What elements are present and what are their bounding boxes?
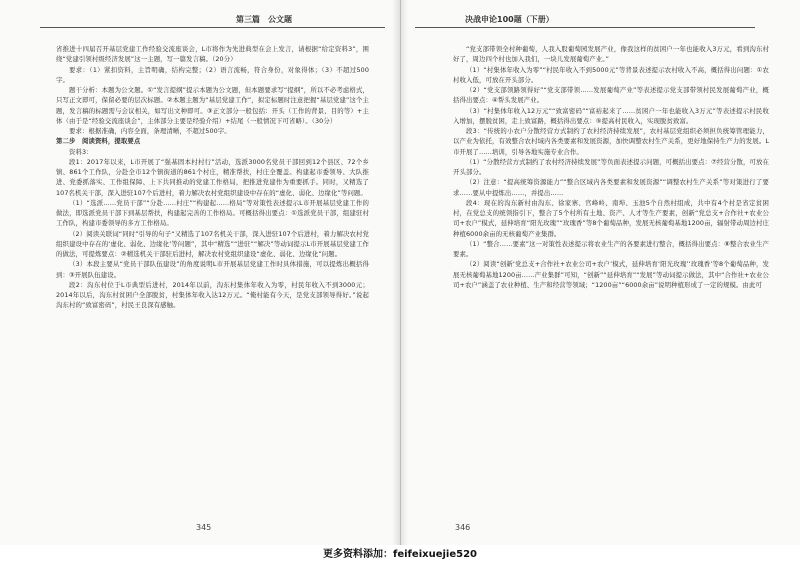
right-header — [465, 14, 665, 28]
left-para: 段2：沟东村位于L市典型后进村，2014年以前，沟东村集体年收入为零，村民年收入不到3000元；2014年以后，沟东村贫困户全部脱贫，村集体年收入达12万元。“俺村能有今天，是党支部领导得好。”说起沟东村的“致富密码”，村民王良深有感触。 — [56, 280, 369, 310]
right-para: 段3：“传统的小农户分散经营方式制约了农村经济持续发展”，农村基层党组织必须担负统筹管理能力，以产业为依托，有效整合农村域内各类要素和发展资源，加快调整农村生产关系，更好地保持生产力的发展。L市开展了……培训，引导各地实施专业合作。 — [453, 127, 769, 156]
right-page-number: 346 — [455, 523, 471, 532]
right-para: （2）“党支部领路领得好”“党支部带领……发展葡萄产业”等表述提示党支部带领村民发展葡萄产业，概括得出要点：④帮头发展产业。 — [453, 86, 769, 105]
left-para: （1）“选派……党员干部”“分赴……村庄”“构建起……格局”等对策性表述提示L市开展基层党建工作的做法，即选派党员干部下到基层帮扶，构建起完善的工作格局。可概括得出要点：①选派党员干部，组建驻村工作队，构建市委领导的多方工作格局。 — [56, 198, 369, 228]
book-gutter — [392, 0, 408, 545]
footer-caption: 更多资料添加：feifeixuejie520 — [323, 549, 477, 560]
left-para: 省推进十四届召开基层党建工作经验交流座谈会，L市将作为先进典型在会上发言，请根据“给定资料3”，围绕“党建引领村级经济发展”这一主题，写一篇发言稿。（20分） — [56, 45, 369, 64]
right-para: （2）阅读“创新‘党总支+合作社+农业公司+农户’模式，延伸培育‘阳光玫瑰’‘玫瑰香’等8个葡萄品种，发展无核葡萄基地1200亩……产业集群”可知，“创新”“延伸培育”“发展”等动词提示做法，其中“合作社+农业公司+农户”涵盖了农业种植、生产和经营等领域；“1200亩”“6000余亩”说明种植形成了一定的规模。由此可 — [453, 260, 769, 289]
right-para: “党支部带领全村种葡萄，人我入股葡萄园发展产业，像我这样的贫困户一年也能收入3万元，看到沟东村好了，周边四个村也加入我们，一块儿发展葡萄产业。” — [453, 45, 769, 64]
right-header-rule — [415, 27, 755, 28]
left-header-rule — [40, 27, 385, 28]
left-page-number: 345 — [196, 523, 212, 532]
right-para: （1）“整合……要素”这一对策性表述提示将农业生产的各要素进行整合，概括得出要点：⑧整合农业生产要素。 — [453, 239, 769, 258]
left-page — [0, 0, 400, 545]
right-header-text: 决战申论100题（下册） — [465, 15, 554, 24]
left-header — [236, 14, 386, 28]
left-header-text: 第三篇 公文题 — [236, 15, 292, 24]
right-para: 段4：现在的沟东新村由沟东、徐家寨、官峰岭、南埠、玉池5个自然村组成，共中有4个村是省定贫困村，在党总支的统领指引下，整合了5个村所有土地、资产、人才等生产要素，创新“党总支+合作社+农业公司+农户”模式，延伸培育“阳光玫瑰”“玫瑰香”等8个葡萄品种，发展无核葡萄基地1200亩，辐射带动周边村庄种植6000余亩的无核葡萄产业集群。 — [453, 198, 769, 238]
right-para: （1）“村集体年收入为零”“村民年收入不到5000元”等背景表述提示农村收入不高，概括得出问题：①农村收入低，可放在开头部分。 — [453, 65, 769, 84]
material-label: 资料3： — [69, 147, 93, 156]
left-para: （2）阅读关联词“同时”引导的句子“又精选了107名机关干部，深入进驻107个后进村，着力解决农村党组织建设中存在的‘虚化、弱化、边缘化’等问题”，其中“精选”“进驻”“解决”等动词提示L市开展基层党建工作的做法，可提炼要点：②精选机关干部驻后进村，解决农村党组织建设“虚化、弱化、边缘化”问题。 — [56, 229, 369, 258]
step-heading: 第二步 阅读资料，提取要点 — [56, 137, 141, 146]
left-para: 要求：根据准确，内容全面，条理清晰，不超过500字。 — [69, 127, 231, 135]
left-para: 题干分析：本题为公文题。①“发言提纲”提示本题为公文题，但本题要求写“提纲”，所以不必考虑格式，只写正文即可，保留必要的层次标题。②本题主题为“基层党建工作”，拟定标题时注意把握“基层党建”这个主题，发言稿的标题需与会议相关，如写出文种即可。③正文部分一般包括：开头（工作的背景、目的等）+主体（由于是“经验交流座谈会”，主体部分主要是经验介绍）+结尾（一般情况下可省略）。（30分） — [56, 86, 369, 125]
right-para: （1）“分散经营方式制约了农村经济持续发展”等负面表述提示问题，可概括出要点：⑦经营分散，可放在开头部分。 — [453, 157, 769, 176]
left-para: （3）本段主要从“党员干部队伍建设”的角度说明L市开展基层党建工作时具体措施，可以提炼出概括得到：③开展队伍建设。 — [56, 260, 369, 279]
right-para: （3）“村集体年收入12万元”“致富密码”“富裕起来了……贫困户一年也能收入3万元”等表述提示村民收入增加，摆脱贫困，走上致富路，概括得出要点：⑤提高村民收入，实现脱贫致富。 — [453, 106, 769, 125]
right-page — [400, 0, 800, 545]
left-para: 要求：（1）紧扣资料，主旨明确，结构完整；（2）语言流畅，符合身份，对象得体；（3）不超过500字。 — [56, 65, 369, 84]
left-para: 段1：2017年以来，L市开展了“强基固本村村行”活动，选派3000名党员干部回到12个县区、72个乡镇、861个工作队，分赴全市12个镇街道的861个村庄，精准帮扶，村庄全覆盖。构建起市委领导、大队推进、党委抓落实、工作组保障、上下共同推动的党建工作格局，把推进党建作为重要抓手。同时，又精选了107名机关干部，深入进驻107个后进村，着力解决农村党组织建设中存在的“虚化、弱化、边缘化”等问题。 — [56, 157, 369, 197]
right-content — [453, 44, 769, 290]
right-para: （2）注意：“提高统筹资源能力”“整合区域内各类要素和发展资源”“调整农村生产关系”等对策进行了要求……要从中提炼出……，并提出…… — [453, 178, 769, 197]
left-content — [56, 44, 369, 311]
